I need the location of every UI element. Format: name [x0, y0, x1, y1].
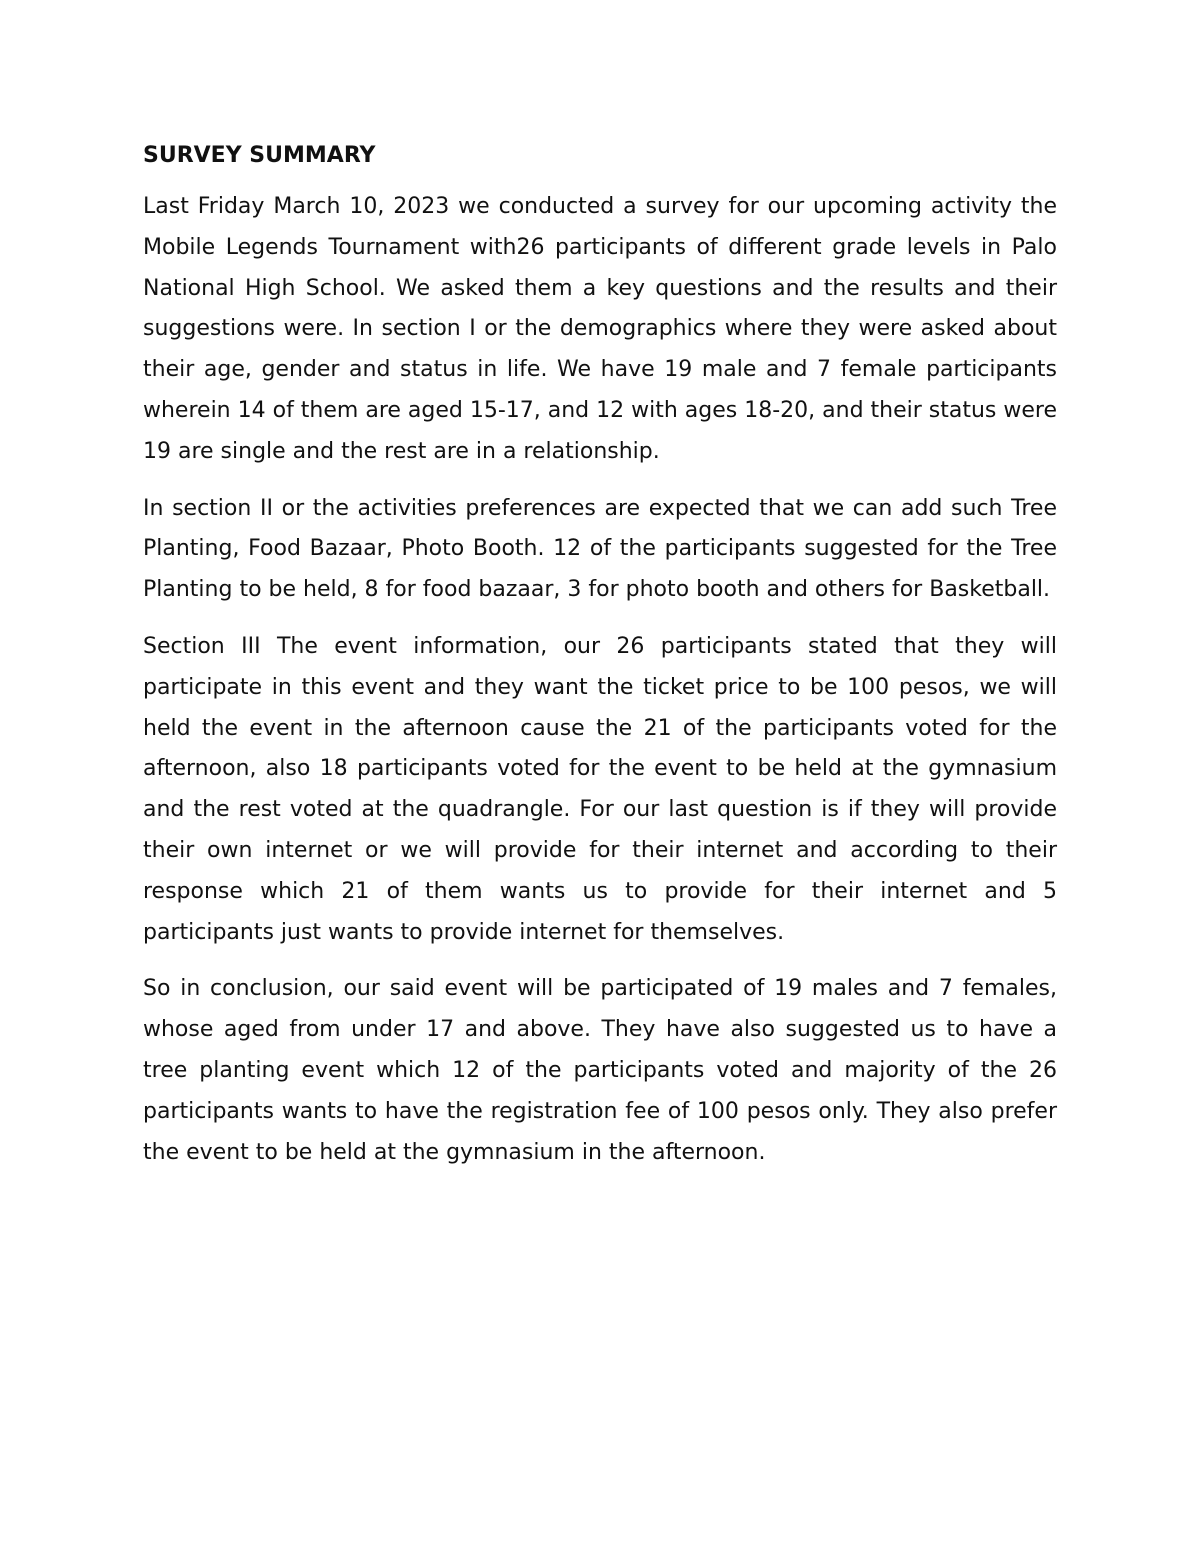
paragraph-intro-demographics: Last Friday March 10, 2023 we conducted a survey for our upcoming activity the Mobile Legends Tournament with26 participants of different grade levels in Palo National High School. We asked them a key questions and the results and their suggestions were. In section I or the demographics where they were asked about their age, gender and status in life. We have 19 male and 7 female participants wherein 14 of them are aged 15-17, and 12 with ages 18-20, and their status were 19 are single and the rest are in a relationship. — [143, 194, 1057, 464]
paragraph-event-information: Section III The event information, our 26 participants stated that they will participate in this event and they want the ticket price to be 100 pesos, we will held the event in the afternoon cause the 21 of the participants voted for the afternoon, also 18 participants voted for the event to be held at the gymnasium and the rest voted at the quadrangle. For our last question is if they will provide their own internet or we will provide for their internet and according to their response which 21 of them wants us to provide for their internet and 5 participants just wants to provide internet for themselves. — [143, 633, 1057, 945]
document-body — [143, 141, 1057, 1189]
paragraph-activity-preferences: In section II or the activities preferences are expected that we can add such Tree Planting, Food Bazaar, Photo Booth. 12 of the participants suggested for the Tree Planting to be held, 8 for food bazaar, 3 for photo booth and others for Basketball. — [143, 495, 1057, 603]
paragraph-conclusion: So in conclusion, our said event will be participated of 19 males and 7 females, whose aged from under 17 and above. They have also suggested us to have a tree planting event which 12 of the participants voted and majority of the 26 participants wants to have the registration fee of 100 pesos only. They also prefer the event to be held at the gymnasium in the afternoon. — [143, 976, 1057, 1165]
document-title: SURVEY SUMMARY — [143, 143, 376, 168]
